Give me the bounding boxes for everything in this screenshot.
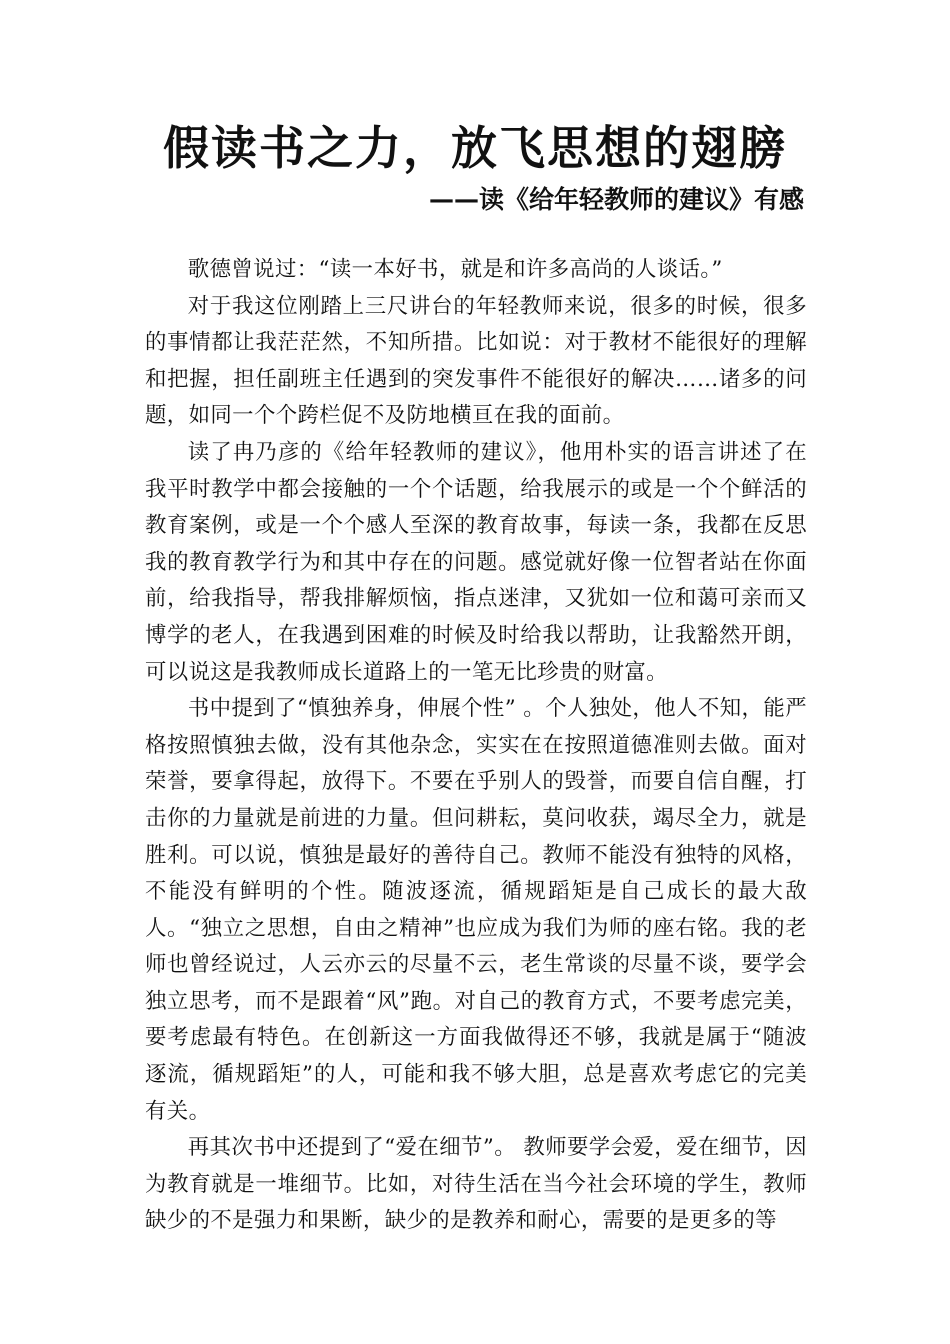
document-body	[145, 252, 807, 1240]
paragraph: 对于我这位刚踏上三尺讲台的年轻教师来说，很多的时候，很多的事情都让我茫茫然，不知所措。比如说：对于教材不能很好的理解和把握，担任副班主任遇到的突发事件不能很好的解决……诸多的问题，如同一个个跨栏促不及防地横亘在我的面前。	[145, 293, 807, 429]
paragraph: 歌德曾说过：“读一本好书，就是和许多高尚的人谈话。”	[187, 257, 723, 282]
document-subtitle: ——读《给年轻教师的建议》有感	[428, 185, 804, 214]
paragraph: 再其次书中还提到了“爱在细节”。 教师要学会爱，爱在细节，因为教育就是一堆细节。比如，对待生活在当今社会环境的学生，教师缺少的不是强力和果断，缺少的是教养和耐心，需要的是更多的等	[145, 1135, 807, 1234]
paragraph: 书中提到了“慎独养身，伸展个性” 。个人独处，他人不知，能严格按照慎独去做，没有其他杂念，实实在在按照道德准则去做。面对荣誉，要拿得起，放得下。不要在乎别人的毁誉，而要自信自醒，打击你的力量就是前进的力量。但问耕耘，莫问收获，竭尽全力，就是胜利。可以说，慎独是最好的善待自己。教师不能没有独特的风格，不能没有鲜明的个性。随波逐流，循规蹈矩是自己成长的最大敌人。“独立之思想，自由之精神”也应成为我们为师的座右铭。我的老师也曾经说过，人云亦云的尽量不云，老生常谈的尽量不谈，要学会独立思考，而不是跟着“风”跑。对自己的教育方式，不要考虑完美，要考虑最有特色。在创新这一方面我做得还不够，我就是属于“随波逐流，循规蹈矩”的人，可能和我不够大胆，总是喜欢考虑它的完美有关。	[145, 696, 807, 1124]
document-title: 假读书之力，放飞思想的翅膀	[163, 121, 787, 175]
paragraph: 读了冉乃彦的《给年轻教师的建议》，他用朴实的语言讲述了在我平时教学中都会接触的一个个话题，给我展示的或是一个个鲜活的教育案例，或是一个个感人至深的教育故事，每读一条，我都在反思我的教育教学行为和其中存在的问题。感觉就好像一位智者站在你面前，给我指导，帮我排解烦恼，指点迷津，又犹如一位和蔼可亲而又博学的老人，在我遇到困难的时候及时给我以帮助，让我豁然开朗，可以说这是我教师成长道路上的一笔无比珍贵的财富。	[145, 439, 807, 685]
